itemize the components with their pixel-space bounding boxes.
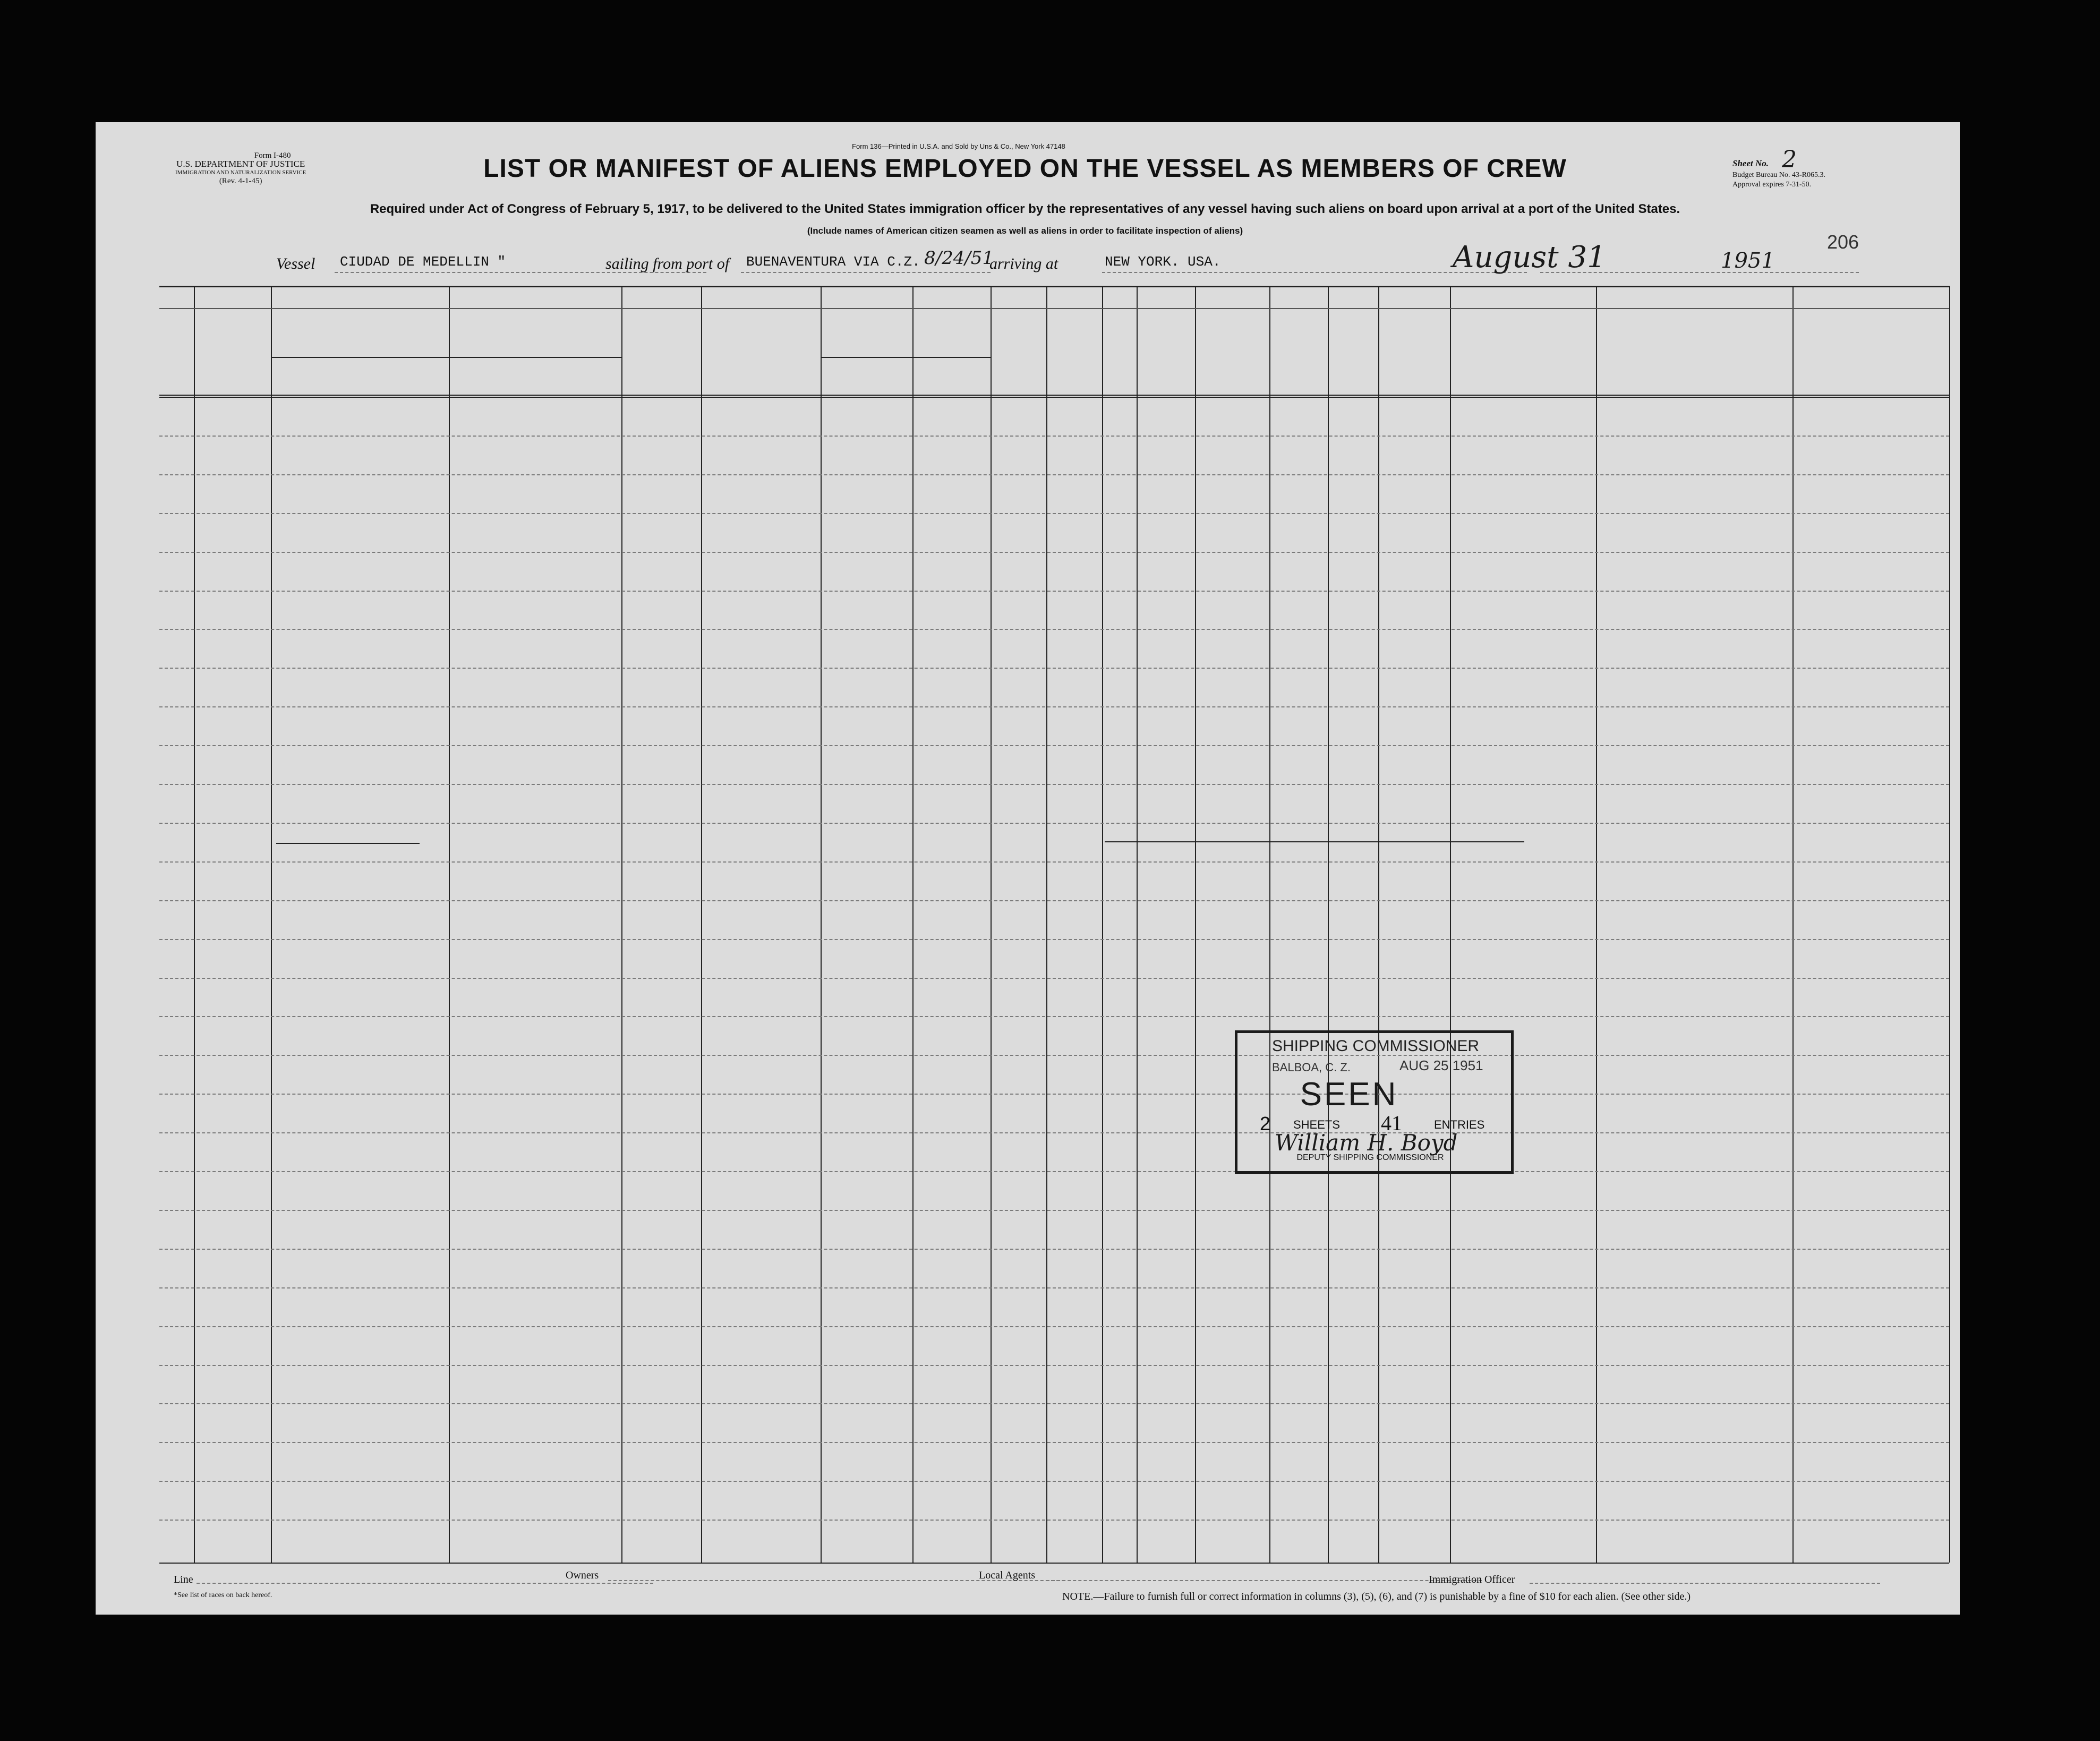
column-rule — [1328, 286, 1329, 1563]
column-rule — [1949, 286, 1950, 1563]
arriving-label: arriving at — [989, 255, 1058, 272]
stamp-date: AUG 25 1951 — [1399, 1057, 1483, 1073]
port-underline — [741, 272, 991, 273]
column-rule — [621, 286, 622, 1563]
table-bottom-rule — [159, 1563, 1949, 1564]
row-divider — [159, 513, 1949, 514]
row-divider — [159, 1326, 1949, 1327]
inclusion-note: (Include names of American citizen seamen as well as aliens in order to facilitate inspection of aliens) — [807, 226, 1243, 236]
column-rule — [1102, 286, 1103, 1563]
column-rule — [991, 286, 992, 1563]
vessel-label: Vessel — [276, 255, 315, 272]
row-divider — [159, 629, 1949, 630]
column-rule — [194, 286, 195, 1563]
column-rule — [1378, 286, 1379, 1563]
footer-officer-label: Immigration Officer — [1429, 1574, 1515, 1585]
row-divider — [159, 1520, 1949, 1521]
date-underline — [1540, 272, 1859, 273]
column-rule — [1046, 286, 1047, 1563]
row-divider — [159, 939, 1949, 940]
row-divider — [159, 978, 1949, 979]
printer-line: Form 136—Printed in U.S.A. and Sold by Uns & Co., New York 47148 — [852, 142, 1065, 150]
arrival-date: August 31 — [1453, 240, 1606, 275]
column-rule — [1195, 286, 1196, 1563]
manifest-sheet — [96, 122, 1960, 1615]
row-divider — [159, 1132, 1949, 1133]
row-divider — [159, 668, 1949, 669]
row-divider — [159, 823, 1949, 824]
service-name: IMMIGRATION AND NATURALIZATION SERVICE — [175, 169, 306, 176]
penalty-note: NOTE.—Failure to furnish full or correct information in columns (3), (5), (6), and (7) is punishable by a fine of $10 for each alien. (See other side.) — [1062, 1591, 1691, 1602]
shipping-commissioner-stamp — [1235, 1030, 1514, 1174]
row-divider — [159, 1210, 1949, 1211]
footer-agents-label: Local Agents — [979, 1569, 1036, 1581]
budget-bureau: Budget Bureau No. 43-R065.3. — [1732, 171, 1825, 179]
row-divider — [159, 1055, 1949, 1056]
column-rule — [271, 286, 272, 1563]
page-title: LIST OR MANIFEST OF ALIENS EMPLOYED ON THE VESSEL AS MEMBERS OF CREW — [483, 155, 1567, 183]
sailing-date: 8/24/51 — [924, 248, 994, 269]
row-divider — [159, 1442, 1949, 1443]
closing-line — [276, 843, 420, 844]
row-divider — [159, 861, 1949, 863]
column-rule — [449, 286, 450, 1563]
races-note: *See list of races on back hereof. — [174, 1591, 272, 1599]
header-bottom-rule — [159, 397, 1949, 398]
column-rule — [821, 286, 822, 1563]
row-divider — [159, 474, 1949, 475]
closing-line — [1105, 841, 1524, 842]
page-number: 206 — [1827, 231, 1859, 253]
row-divider — [159, 900, 1949, 901]
row-divider — [159, 784, 1949, 785]
port-of-departure: BUENAVENTURA VIA C.Z. — [746, 254, 920, 270]
column-rule — [912, 286, 914, 1563]
form-number-block — [175, 151, 306, 185]
row-divider — [159, 1094, 1949, 1095]
stamp-seen: SEEN — [1300, 1076, 1398, 1113]
stamp-entries-count: 41 — [1381, 1111, 1402, 1135]
header-bottom-rule — [159, 395, 1949, 396]
column-rule — [1450, 286, 1451, 1563]
row-divider — [159, 1365, 1949, 1366]
row-divider — [159, 591, 1949, 592]
arrival-year: 1951 — [1721, 249, 1775, 273]
stamp-signature: William H. Boyd — [1275, 1130, 1458, 1156]
stamp-title: SHIPPING COMMISSIONER — [1271, 1037, 1480, 1055]
vessel-name: CIUDAD DE MEDELLIN " — [340, 254, 506, 270]
stamp-sheets-label: SHEETS — [1293, 1118, 1341, 1131]
row-divider — [159, 1403, 1949, 1404]
column-rule — [1596, 286, 1597, 1563]
sheet-number: 2 — [1782, 146, 1797, 173]
stamp-location: BALBOA, C. Z. — [1272, 1061, 1351, 1074]
approval-expires: Approval expires 7-31-50. — [1732, 181, 1812, 189]
page-subtitle: Required under Act of Congress of February 5, 1917, to be delivered to the United States immigration officer by the representatives of any vessel having such aliens on board upon arrival at a port of the United States. — [370, 202, 1680, 216]
row-divider — [159, 1016, 1949, 1017]
column-rule — [701, 286, 702, 1563]
shipped-subheader-rule — [821, 357, 991, 358]
name-subheader-rule — [271, 357, 621, 358]
footer-agents-field — [1046, 1580, 1482, 1581]
column-rule — [1269, 286, 1270, 1563]
column-rule — [1137, 286, 1138, 1563]
department-name: U.S. DEPARTMENT OF JUSTICE — [176, 159, 305, 169]
row-divider — [159, 706, 1949, 707]
row-divider — [159, 1249, 1949, 1250]
row-divider — [159, 1287, 1949, 1288]
row-divider — [159, 745, 1949, 746]
footer-line-field — [197, 1583, 653, 1584]
stamp-entries-label: ENTRIES — [1434, 1118, 1485, 1131]
footer-line-label: Line — [174, 1574, 193, 1585]
footer-officer-field — [1530, 1583, 1880, 1584]
form-number: Form I-480 — [254, 151, 291, 160]
column-number-rule — [159, 308, 1949, 309]
row-divider — [159, 436, 1949, 437]
sheet-label: Sheet No. — [1732, 158, 1769, 168]
stamp-sheets-count: 2 — [1260, 1113, 1271, 1134]
column-rule — [1792, 286, 1794, 1563]
row-divider — [159, 1171, 1949, 1172]
footer-owners-label: Owners — [566, 1569, 599, 1581]
arrival-port: NEW YORK. USA. — [1105, 254, 1221, 270]
row-divider — [159, 1481, 1949, 1482]
row-divider — [159, 552, 1949, 553]
sailing-label: sailing from port of — [605, 255, 730, 272]
table-top-rule — [159, 286, 1949, 287]
stamp-footer: DEPUTY SHIPPING COMMISSIONER — [1296, 1153, 1444, 1162]
revision-date: (Rev. 4-1-45) — [219, 177, 262, 185]
